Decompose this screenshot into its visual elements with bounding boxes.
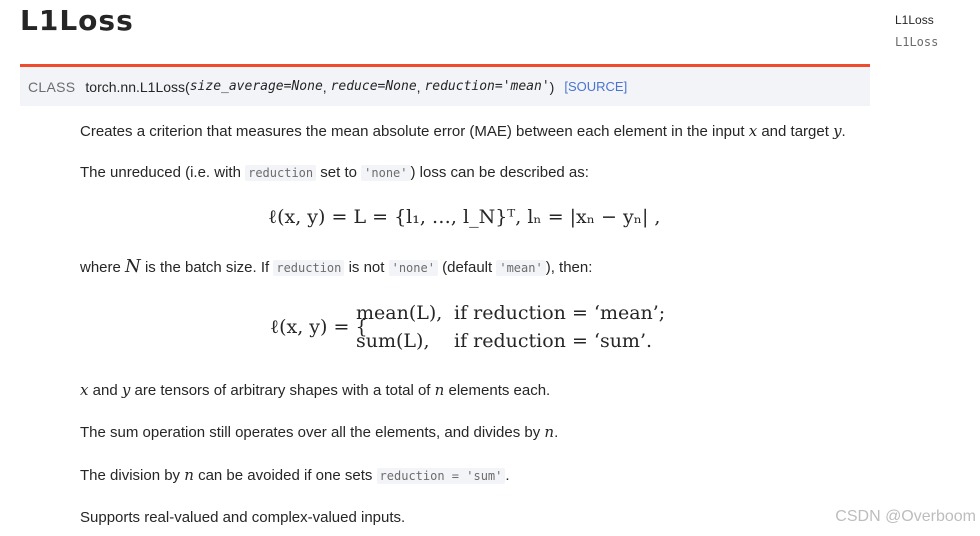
class-signature [20, 64, 870, 106]
math-y: y [121, 381, 131, 399]
text: is not [348, 259, 385, 276]
text: ) loss can be described as: [410, 164, 589, 181]
param-separator: , [416, 78, 425, 95]
inline-code: reduction [273, 260, 344, 276]
source-link[interactable]: [SOURCE] [564, 79, 628, 94]
param-size-average: size_average=None [189, 79, 323, 94]
toc-item-l1loss[interactable]: L1Loss [895, 13, 934, 27]
text: and target [761, 123, 829, 140]
math-n: n [184, 466, 194, 484]
inline-code: 'none' [389, 260, 438, 276]
math-n: n [434, 381, 445, 399]
text: ), then: [545, 259, 593, 276]
text: set to [320, 164, 357, 181]
param-reduce: reduce=None [330, 79, 417, 94]
text: elements each. [448, 382, 551, 399]
case-mean-condition: if reduction = ‘mean’; [454, 302, 666, 324]
watermark: CSDN @Overboom [835, 508, 976, 525]
math-x: x [80, 381, 89, 399]
text: Creates a criterion that measures the mean absolute error (MAE) between each element in the input [80, 123, 745, 140]
inline-code: 'none' [361, 165, 410, 181]
paragraph-batch-size [80, 256, 592, 277]
case-mean: mean(L), [356, 302, 443, 324]
param-separator: , [322, 78, 331, 95]
equation-lhs: ℓ(x, y) = { [270, 316, 368, 338]
inline-code: 'mean' [496, 260, 545, 276]
paragraph-unreduced [80, 164, 589, 181]
inline-code: reduction [245, 165, 316, 181]
math-x: x [748, 122, 758, 140]
param-reduction: reduction='mean' [424, 79, 550, 94]
inline-code: reduction = 'sum' [377, 468, 506, 484]
page-title: L1Loss [20, 4, 134, 37]
text: are tensors of arbitrary shapes with a total of [134, 382, 431, 399]
paragraph-sum [80, 423, 558, 441]
text: can be avoided if one sets [198, 467, 373, 484]
text: The sum operation still operates over all the elements, and divides by [80, 424, 541, 441]
text: . [554, 424, 559, 441]
paragraph-division [80, 466, 510, 484]
signature-close: ) [549, 78, 555, 95]
toc-item-l1loss-code[interactable]: L1Loss [895, 35, 939, 49]
text: The unreduced (i.e. with [80, 164, 241, 181]
case-sum: sum(L), [356, 330, 430, 352]
text: (default [442, 259, 493, 276]
text: . [505, 467, 510, 484]
text: . [841, 123, 846, 140]
equation-unreduced: ℓ(x, y) = L = {l₁, …, l_N}ᵀ, lₙ = |xₙ − yₙ| , [268, 206, 661, 228]
paragraph-complex: Supports real-valued and complex-valued inputs. [80, 509, 406, 526]
text: where [80, 259, 121, 276]
math-n: n [544, 423, 555, 441]
math-y: y [833, 122, 842, 140]
text: and [92, 382, 118, 399]
paragraph-shapes [80, 381, 550, 399]
paragraph-description [80, 122, 846, 140]
class-label: CLASS [28, 78, 76, 95]
case-sum-condition: if reduction = ‘sum’. [454, 330, 653, 352]
class-name: torch.nn.L1Loss( [85, 78, 190, 95]
text: is the batch size. If [144, 259, 270, 276]
table-of-contents [895, 13, 938, 49]
text: The division by [80, 467, 181, 484]
math-N: N [125, 256, 141, 277]
